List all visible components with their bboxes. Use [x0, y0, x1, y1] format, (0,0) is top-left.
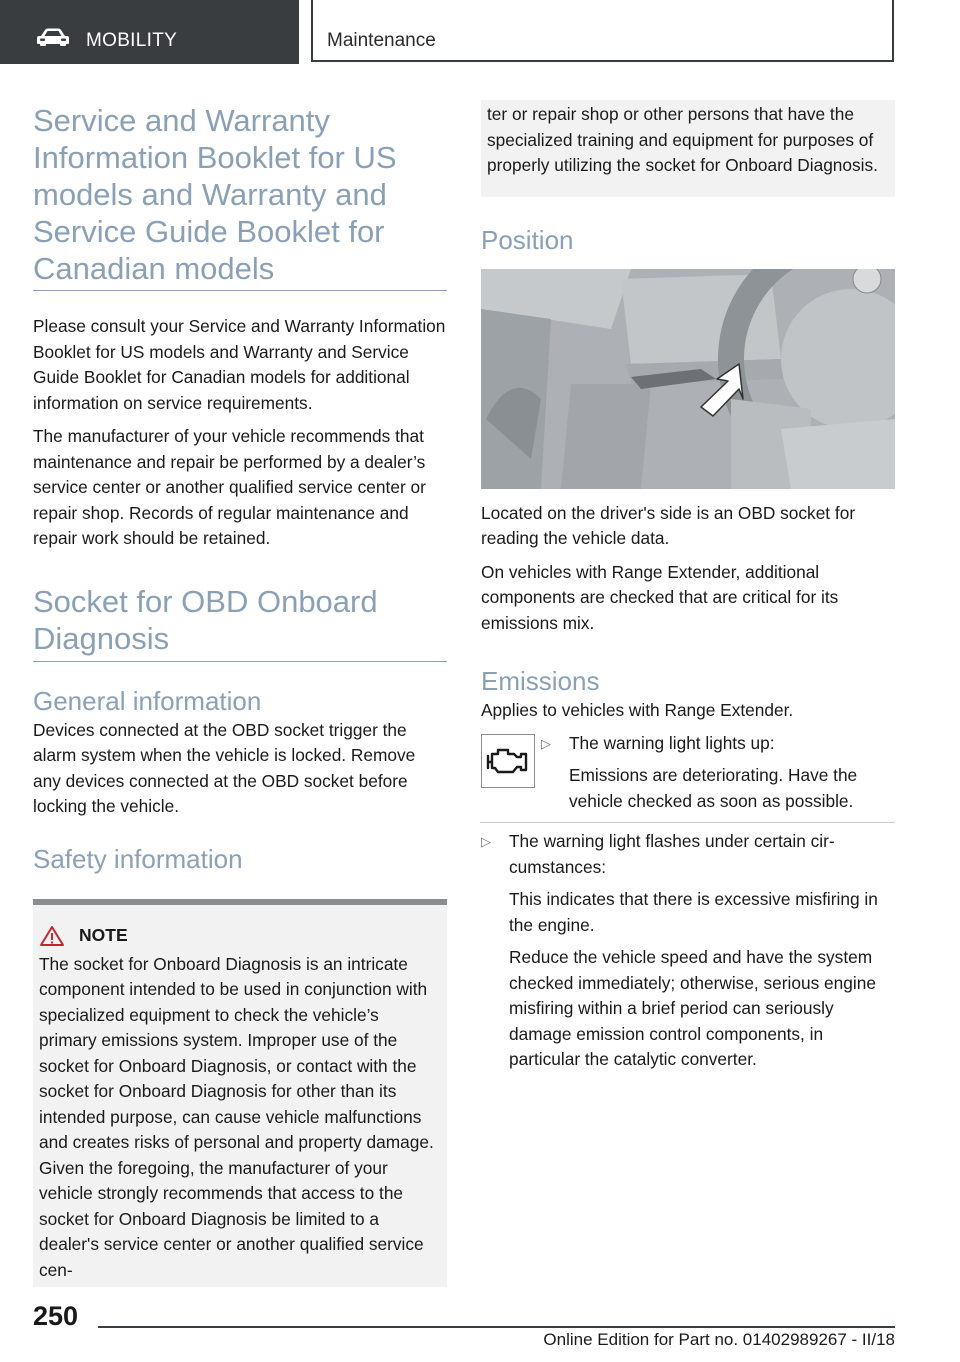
engine-warning-icon-box [481, 734, 535, 788]
bullet-1-title: The warning light lights up: [569, 732, 775, 753]
page-number: 250 [33, 1301, 79, 1331]
engine-warning-icon [486, 746, 530, 776]
bullet-2-title: The warning light flashes under certain circumstances: [509, 831, 835, 877]
note-text: The socket for Onboard Diagnosis is an intricate component intended to be used in conjunction with specialized equipment to check the vehicle’s primary emissions system. Improper use of the socket for Onboard Diagnosis, or contact with the socket for Onboard Diagnosis for other than its intended purpose, can cause vehicle malfunctions and creates risks of personal and property damage. Given the foregoing, the manufacturer of your vehicle strongly recommends that access to the socket for Onboard Diagnosis be limited to a dealer's service center or another qualified service cen- [39, 953, 434, 1280]
service-booklet-heading: Service and Warranty Information Booklet for US models and Warranty and Service Guide Booklet for Canadian models [33, 103, 397, 286]
located-paragraph: Located on the driver's side is an OBD socket for reading the vehicle data. [481, 502, 856, 548]
emissions-indicator-row [481, 731, 895, 815]
note-box [33, 899, 447, 1288]
safety-info-heading: Safety information [33, 843, 243, 874]
obd-heading-block [33, 583, 447, 662]
bullet-icon: ▷ [541, 735, 551, 751]
bullet-item [541, 731, 895, 815]
emissions-heading: Emissions [481, 666, 600, 696]
section-tab[interactable] [0, 0, 299, 64]
service-heading-block [33, 102, 447, 291]
note-header [39, 925, 439, 947]
note-label: NOTE [79, 925, 128, 945]
bullet-2-text-2: Reduce the vehicle speed and have the system checked immediately; otherwise, serious engine misfiring within a brief period can seriously damage emission control components, in particular the catalytic converter. [509, 947, 876, 1069]
applies-paragraph: Applies to vehicles with Range Extender. [481, 700, 794, 720]
right-column [481, 102, 895, 1073]
bullet-icon: ▷ [481, 834, 491, 849]
emissions-bullet-1 [541, 731, 895, 815]
car-icon [36, 27, 70, 47]
consult-paragraph: Please consult your Service and Warranty Information Booklet for US models and Warranty and Service Guide Booklet for Canadian models for additional information on service requirements. [33, 316, 446, 413]
chapter-label: Maintenance [327, 30, 436, 51]
left-column [33, 102, 447, 1287]
general-info-heading: General information [33, 685, 262, 716]
bullet-1-text: Emissions are deteriorating. Have the vehicle checked as soon as possible. [569, 765, 858, 811]
footer-rule [98, 1326, 895, 1328]
emissions-bullet-2 [481, 829, 895, 1073]
obd-heading: Socket for OBD Onboard Diagnosis [33, 583, 378, 656]
section-label: MOBILITY [86, 30, 178, 51]
chapter-header[interactable] [311, 0, 894, 62]
divider [480, 822, 895, 823]
note-continuation-text: ter or repair shop or other persons that have the specialized training and equipment for purposes of properly utilizing the socket for Onboard Diagnosis. [487, 104, 878, 175]
note-continuation-box [481, 100, 895, 197]
edition-text: Online Edition for Part no. 01402989267 - II/18 [543, 1330, 895, 1349]
bullet-2-text-1: This indicates that there is excessive misfiring in the engine. [509, 889, 878, 935]
warning-icon [39, 925, 65, 947]
devices-paragraph: Devices connected at the OBD socket trigger the alarm system when the vehicle is locked. Remove any devices connected at the OBD socket before locking the vehicle. [33, 719, 416, 816]
range-extender-paragraph: On vehicles with Range Extender, additional components are checked that are critical for its emissions mix. [481, 561, 839, 633]
position-heading: Position [481, 224, 574, 255]
manufacturer-paragraph: The manufacturer of your vehicle recommends that maintenance and repair be performed by a dealer’s service center or another qualified service center or repair shop. Records of regular maintenance and repair work should be retained. [33, 426, 426, 548]
obd-position-photo [481, 269, 895, 489]
